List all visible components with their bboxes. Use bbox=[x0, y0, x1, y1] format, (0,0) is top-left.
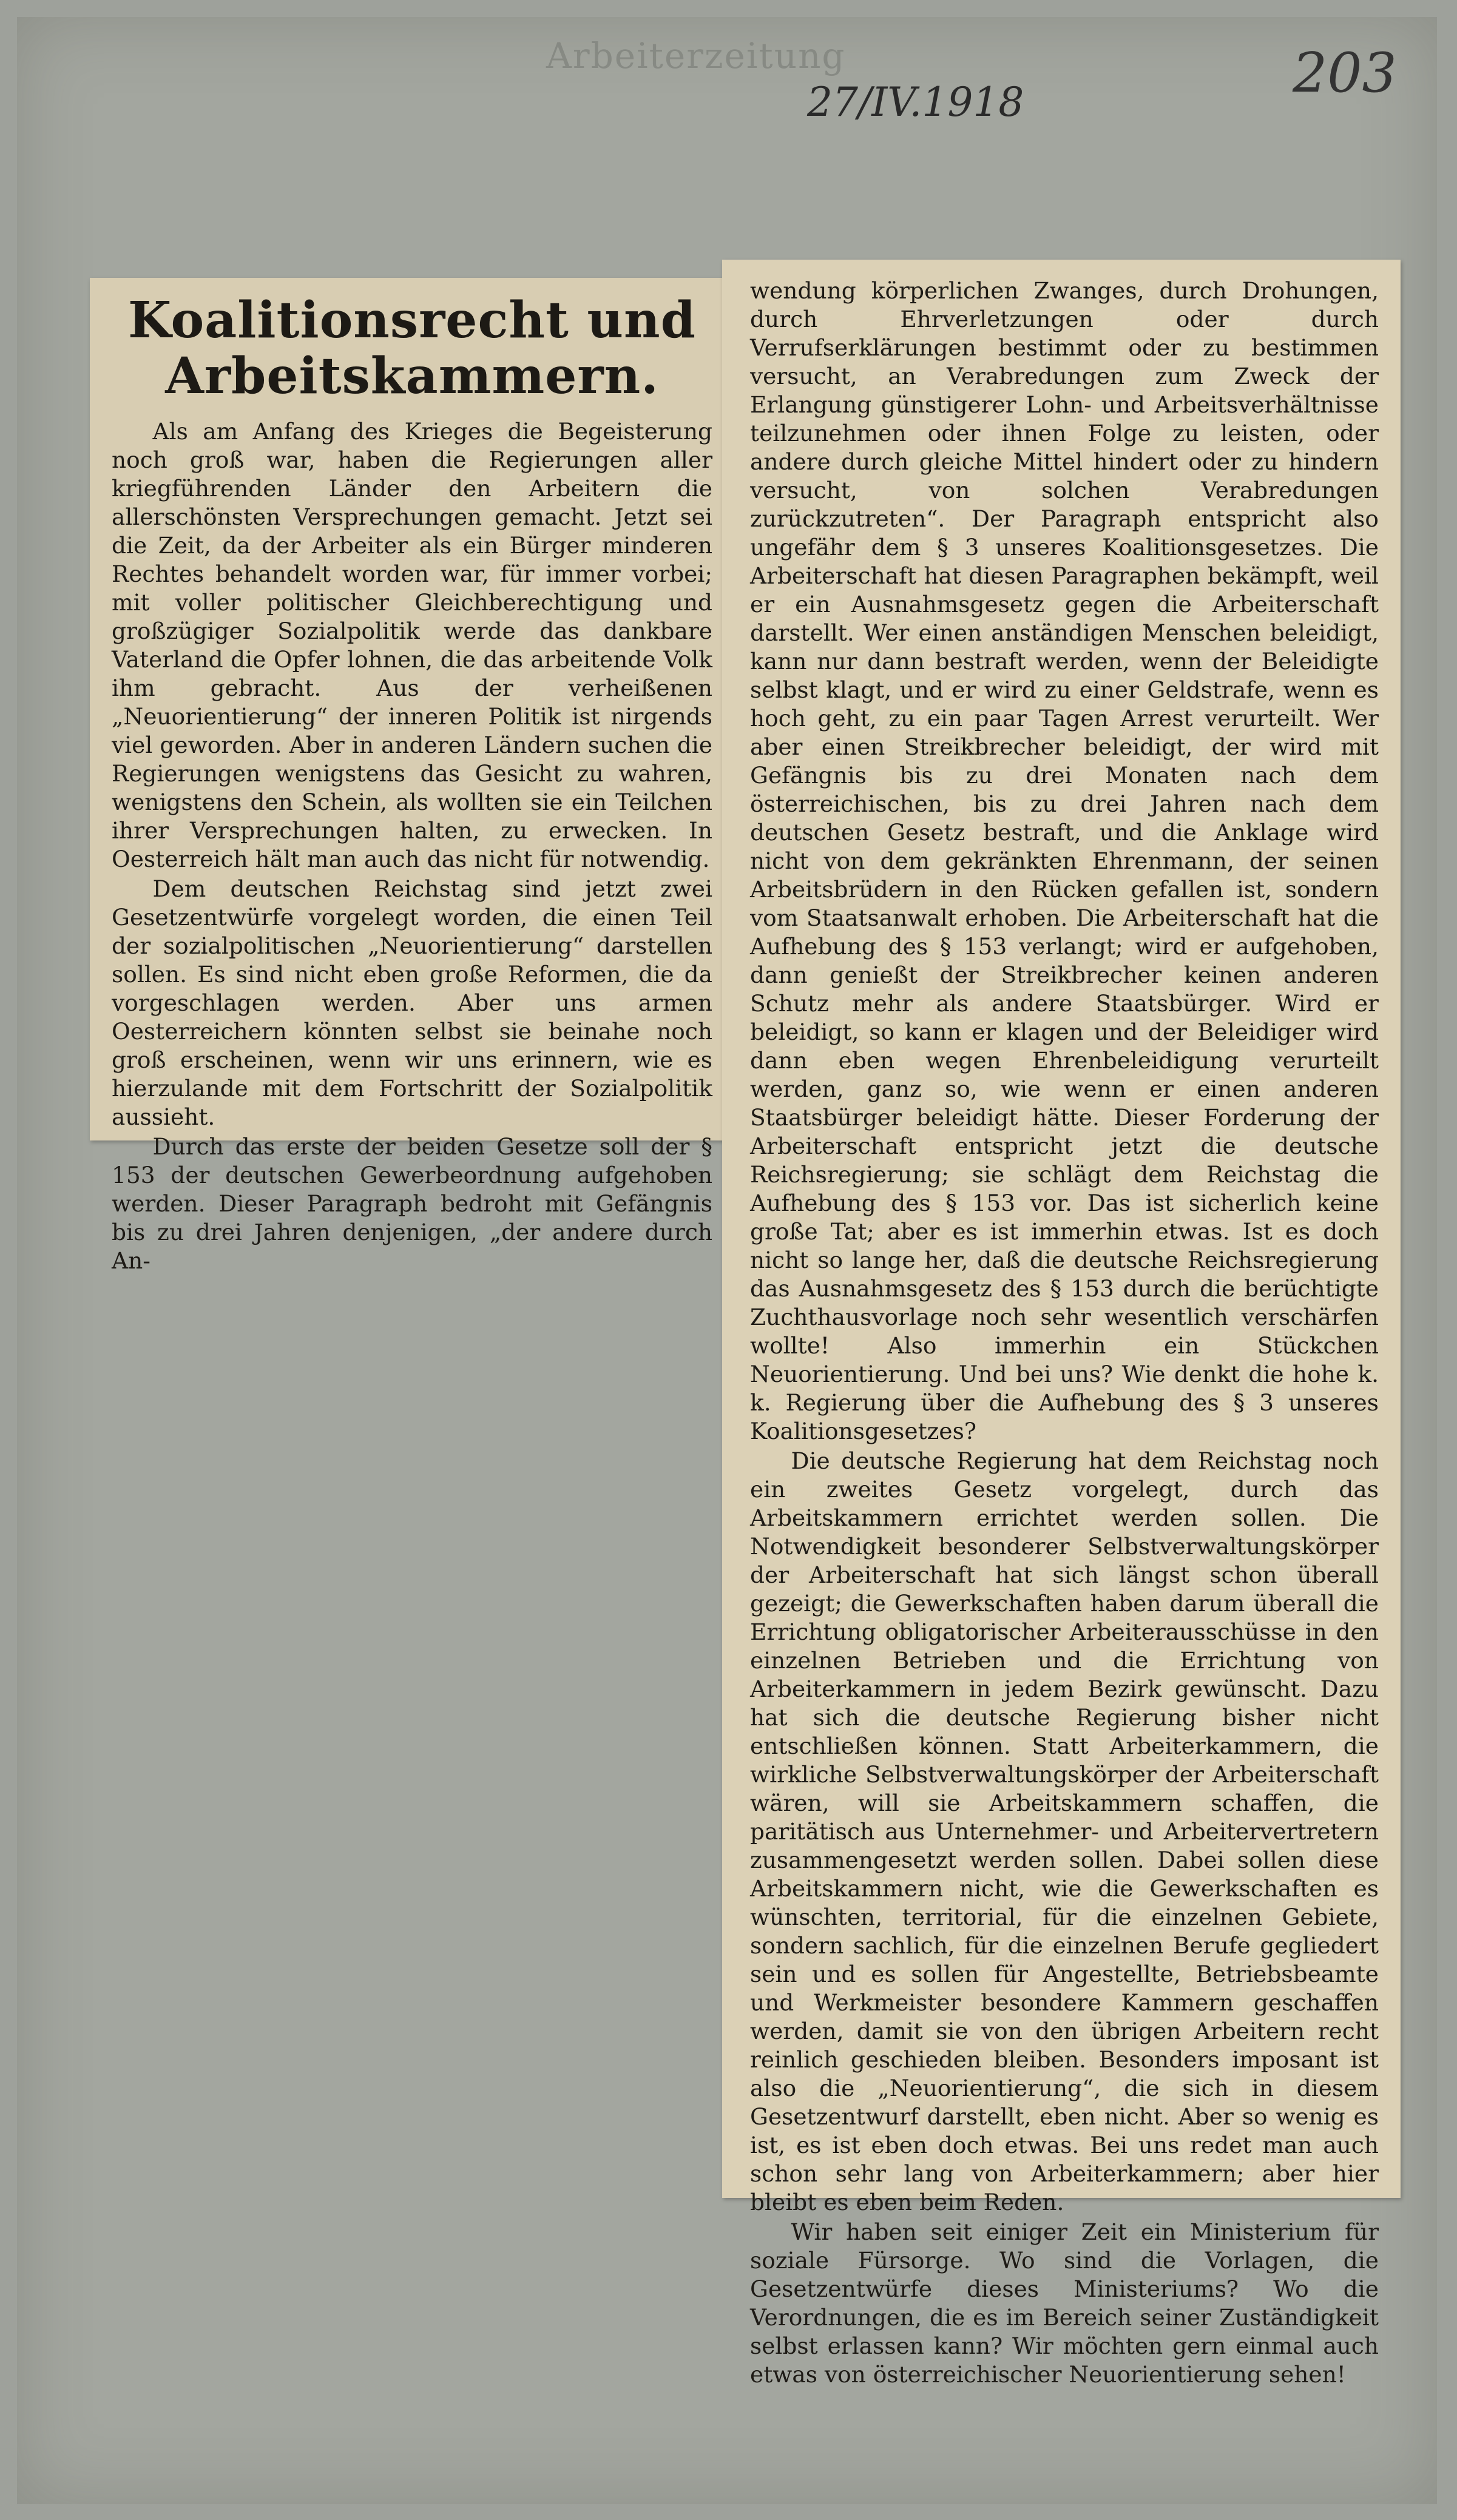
handwritten-date: 27/IV.1918 bbox=[807, 79, 1024, 126]
paragraph: Wir haben seit einiger Zeit ein Ministerium für soziale Fürsorge. Wo sind die Vorlagen, die Gesetzentwürfe dieses Ministeriums? Wo die Verordnungen, die es im Bereich seiner Zuständigkeit selbst erlassen kann? Wir möchten gern einmal auch etwas von österreichischer Neuorientierung sehen! bbox=[750, 2218, 1379, 2388]
paragraph: Dem deutschen Reichstag sind jetzt zwei Gesetzentwürfe vorgelegt worden, die einen Teil der sozialpolitischen „Neuorientierung“ darstellen sollen. Es sind nicht eben große Reformen, die da vorgeschlagen werden. Aber uns armen Oesterreichern könnten selbst sie beinahe noch groß erscheinen, wenn wir uns erinnern, wie es hierzulande mit dem Fortschritt der Sozialpolitik aussieht. bbox=[112, 875, 712, 1130]
paragraph: Durch das erste der beiden Gesetze soll der § 153 der deutschen Gewerbeordnung aufgehoben werden. Dieser Paragraph bedroht mit Gefängnis bis zu drei Jahren denjenigen, „der andere durch An- bbox=[112, 1133, 712, 1274]
paragraph: wendung körperlichen Zwanges, durch Drohungen, durch Ehrverletzungen oder durch Verrufserklärungen bestimmt oder zu bestimmen versucht, an Verabredungen zum Zweck der Erlangung günstigerer Lohn- und Arbeitsverhältnisse teilzunehmen oder ihnen Folge zu leisten, oder andere durch gleiche Mittel hindert oder zu hindern versucht, von solchen Verabredungen zurückzutreten“. Der Paragraph entspricht also ungefähr dem § 3 unseres Koalitionsgesetzes. Die Arbeiterschaft hat diesen Paragraphen bekämpft, weil er ein Ausnahmsgesetz gegen die Arbeiterschaft darstellt. Wer einen anständigen Menschen beleidigt, kann nur dann bestraft werden, wenn der Beleidigte selbst klagt, und er wird zu einer Geldstrafe, wenn es hoch geht, zu ein paar Tagen Arrest verurteilt. Wer aber einen Streikbrecher beleidigt, der wird mit Gefängnis bis zu drei Monaten nach dem österreichischen, bis zu drei Jahren nach dem deutschen Gesetz bestraft, und die Anklage wird nicht von dem gekränkten Ehrenmann, der seinen Arbeitsbrüdern in den Rücken gefallen ist, sondern vom Staatsanwalt erhoben. Die Arbeiterschaft hat die Aufhebung des § 153 verlangt; wird er aufgehoben, dann genießt der Streikbrecher keinen anderen Schutz mehr als andere Staatsbürger. Wird er beleidigt, so kann er klagen und der Beleidiger wird dann eben wegen Ehrenbeleidigung verurteilt werden, ganz so, wie wenn er einen anderen Staatsbürger beleidigt hätte. Dieser Forderung der Arbeiterschaft entspricht jetzt die deutsche Reichsregierung; sie schlägt dem Reichstag die Aufhebung des § 153 vor. Das ist sicherlich keine große Tat; aber es ist immerhin etwas. Ist es doch nicht so lange her, daß die deutsche Reichsregierung das Ausnahmsgesetz des § 153 durch die berüchtigte Zuchthausvorlage noch sehr wesentlich verschärfen wollte! Also immerhin ein Stückchen Neuorientierung. Und bei uns? Wie denkt die hohe k. k. Regierung über die Aufhebung des § 3 unseres Koalitionsgesetzes? bbox=[750, 277, 1379, 1444]
paragraph: Die deutsche Regierung hat dem Reichstag noch ein zweites Gesetz vorgelegt, durch das Arbeitskammern errichtet werden sollen. Die Notwendigkeit besonderer Selbstverwaltungskörper der Arbeiterschaft hat sich längst schon überall gezeigt; die Gewerkschaften haben darum überall die Errichtung obligatorischer Arbeiterausschüsse in den einzelnen Betrieben und die Errichtung von Arbeiterkammern in jedem Bezirk gewünscht. Dazu hat sich die deutsche Regierung bisher nicht entschließen können. Statt Arbeiterkammern, die wirkliche Selbstverwaltungskörper der Arbeiterschaft wären, will sie Arbeitskammern schaffen, die paritätisch aus Unternehmer- und Arbeitervertretern zusammengesetzt werden sollen. Dabei sollen diese Arbeitskammern nicht, wie die Gewerkschaften es wünschten, territorial, für die einzelnen Gebiete, sondern sachlich, für die einzelnen Berufe gegliedert sein und es sollen für Angestellte, Betriebsbeamte und Werkmeister besondere Kammern geschaffen werden, damit sie von den übrigen Arbeitern recht reinlich geschieden bleiben. Besonders imposant ist also die „Neuorientierung“, die sich in diesem Gesetzentwurf darstellt, eben nicht. Aber so wenig es ist, es ist eben doch etwas. Bei uns redet man auch schon sehr lang von Arbeiterkammern; aber hier bleibt es eben beim Reden. bbox=[750, 1447, 1379, 2215]
clipping-left-column bbox=[90, 278, 733, 1274]
page-number: 203 bbox=[1293, 41, 1397, 105]
archive-stamp: Arbeiterzeitung bbox=[546, 35, 846, 76]
article-title: Koalitionsrecht und Arbeitskammern. bbox=[127, 291, 696, 405]
paragraph: Als am Anfang des Krieges die Begeisterung noch groß war, haben die Regierungen aller kriegführenden Länder den Arbeitern die allerschönsten Versprechungen gemacht. Jetzt sei die Zeit, da der Arbeiter als ein Bürger minderen Rechtes behandelt worden war, für immer vorbei; mit voller politischer Gleichberechtigung und großzügiger Sozialpolitik werde das dankbare Vaterland die Opfer lohnen, die das arbeitende Volk ihm gebracht. Aus der verheißenen „Neuorientierung“ der inneren Politik ist nirgends viel geworden. Aber in anderen Ländern suchen die Regierungen wenigstens das Gesicht zu wahren, wenigstens den Schein, als wollten sie ein Teilchen ihrer Versprechungen halten, zu erwecken. In Oesterreich hält man auch das nicht für notwendig. bbox=[112, 418, 712, 872]
clipping-right-column bbox=[722, 260, 1401, 2388]
